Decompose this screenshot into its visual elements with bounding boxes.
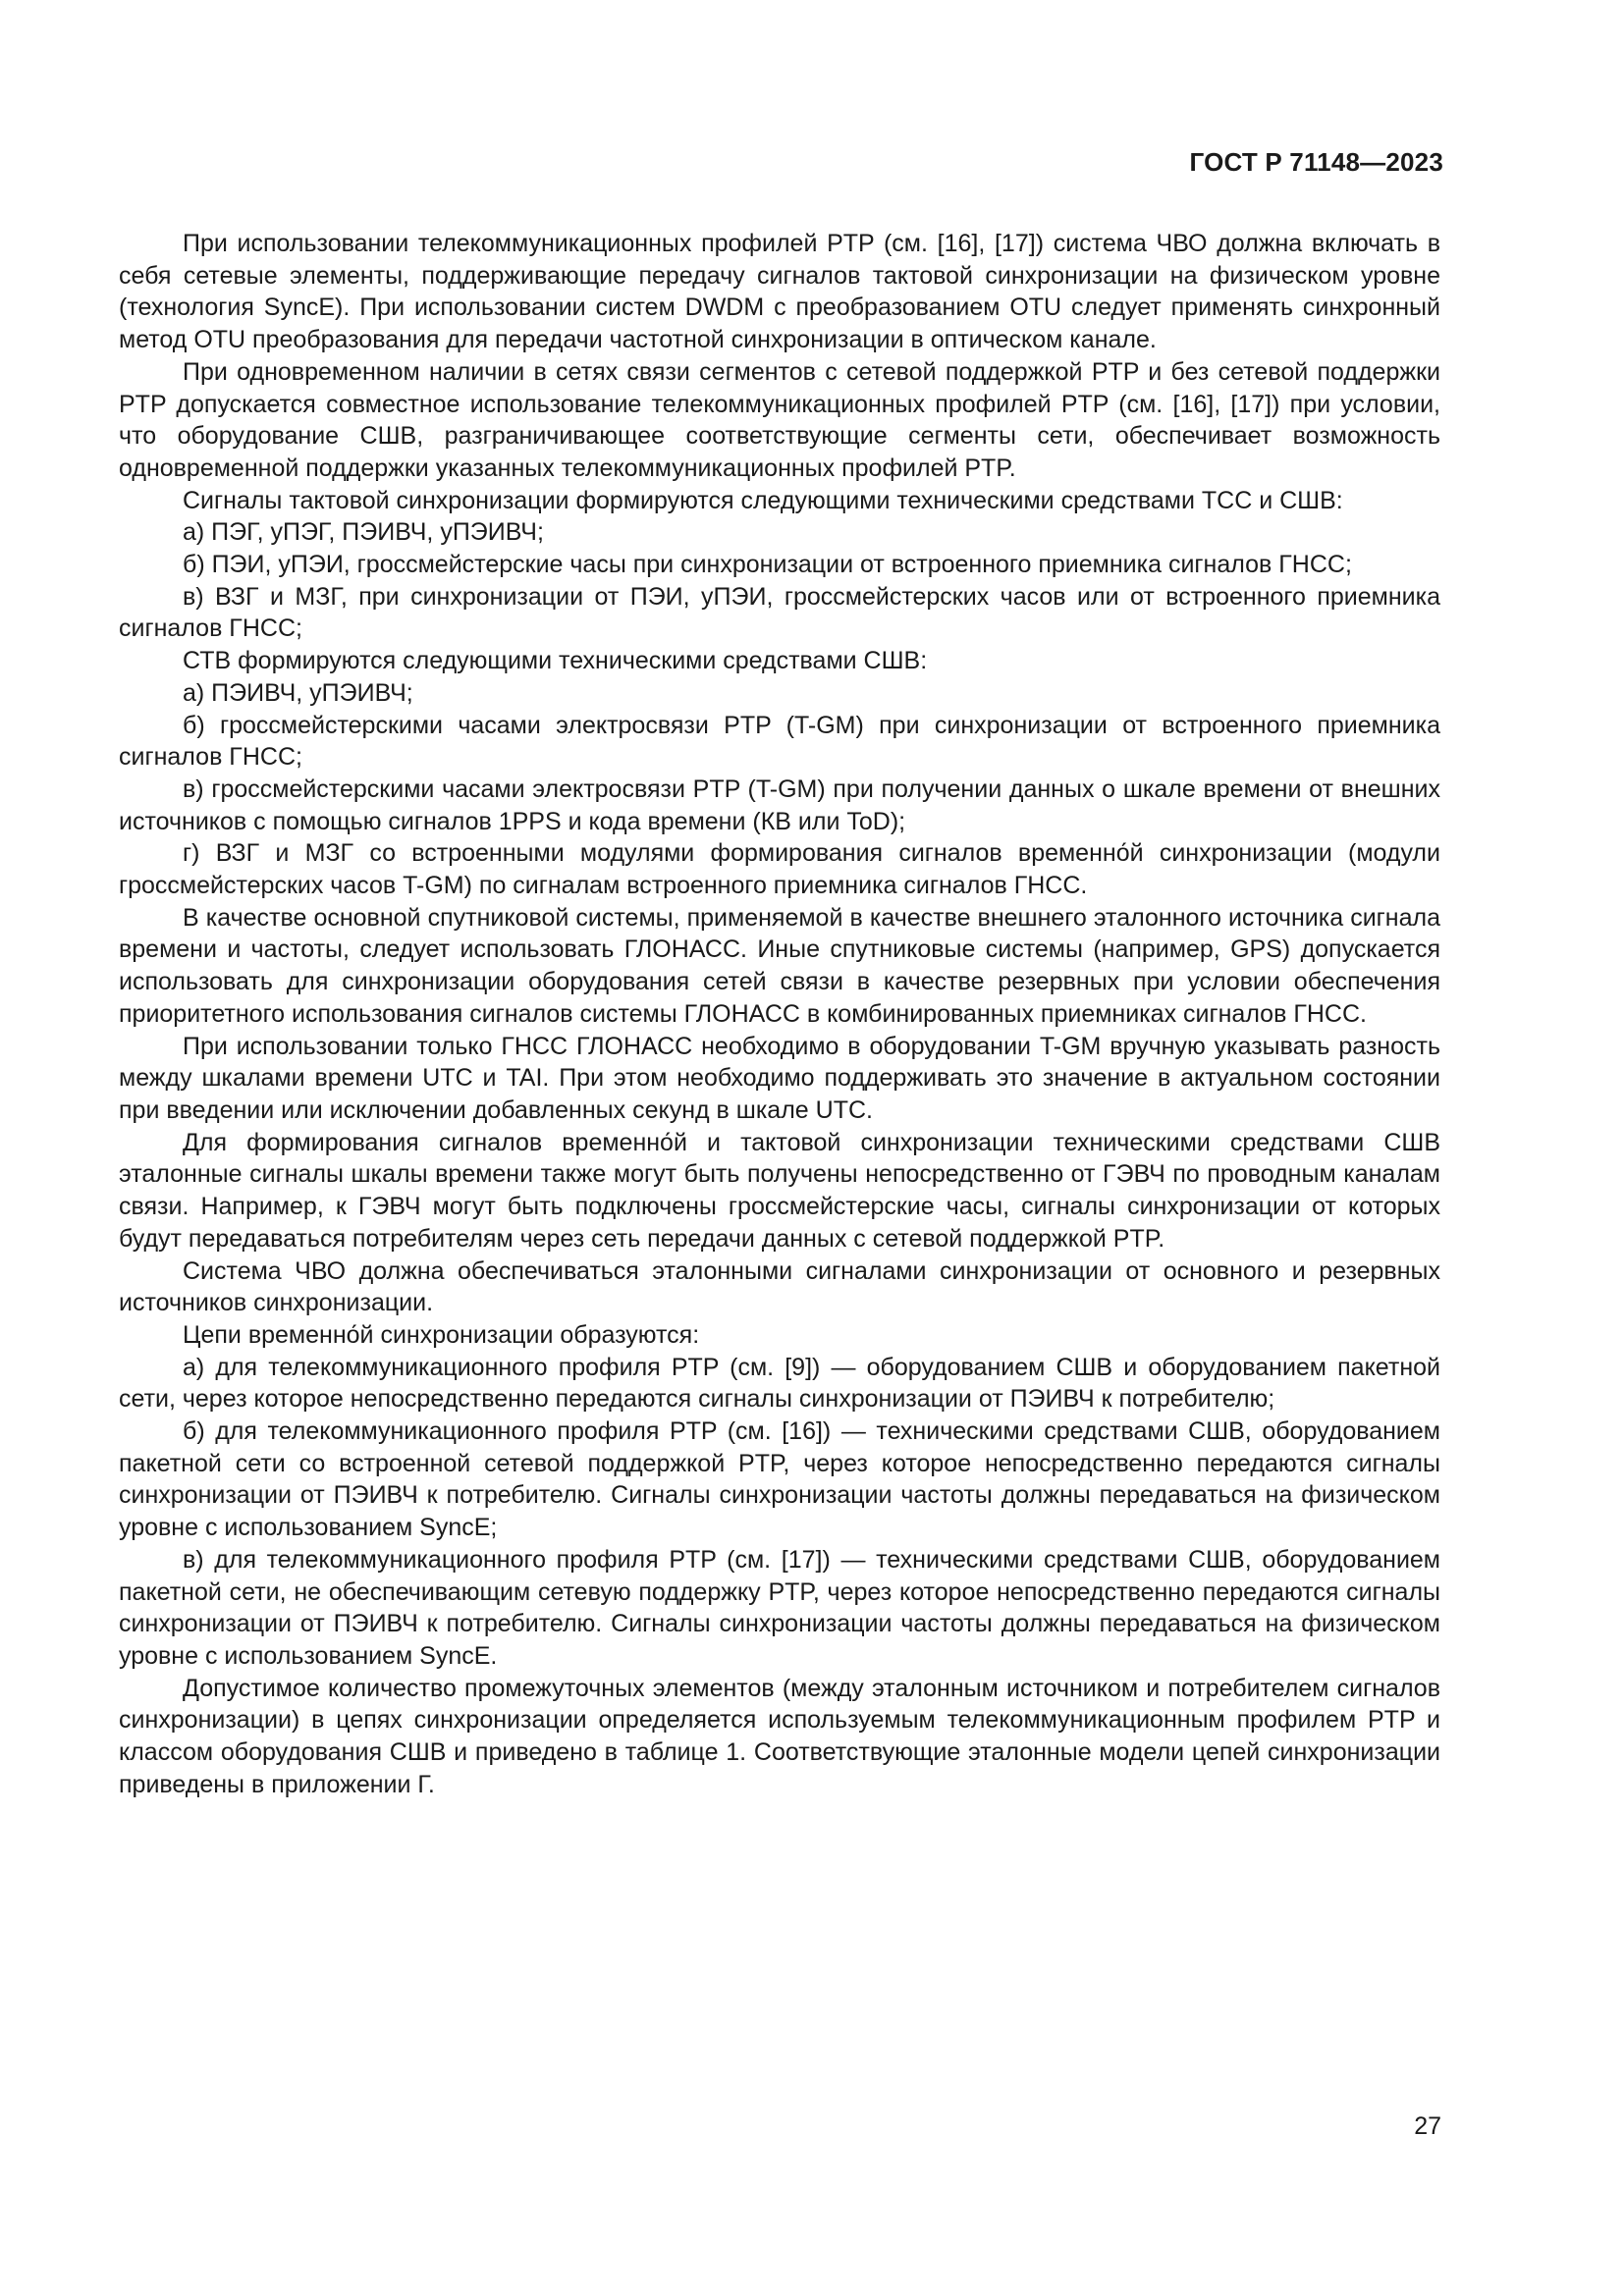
paragraph: При использовании только ГНСС ГЛОНАСС необходимо в оборудовании T-GM вручную указывать разность между шкалами времени UTC и TAI. При этом необходимо поддерживать это значение в актуальном состоянии при введении или исключении добавленных секунд в шкале UTC. [119,1032,1440,1124]
paragraph: Сигналы тактовой синхронизации формируются следующими техническими средствами ТСС и СШВ: [183,486,1343,514]
list-item: б) для телекоммуникационного профиля PTP (см. [16]) — техническими средствами СШВ, оборудованием пакетной сети со встроенной сетевой поддержкой PTP, через которое непосредственно передаются сигналы синхронизации от ПЭИВЧ к потребителю. Сигналы синхронизации частоты должны передаваться на физическом уровне с использованием SyncE; [119,1417,1440,1542]
page-number: 27 [1414,2112,1441,2140]
paragraph: При использовании телекоммуникационных профилей PTP (см. [16], [17]) система ЧВО должна включать в себя сетевые элементы, поддерживающие передачу сигналов тактовой синхронизации на физическом уровне (технология SyncE). При использовании систем DWDM с преобразованием OTU следует применять синхронный метод OTU преобразования для передачи частотной синхронизации в оптическом канале. [119,230,1440,354]
list-item: б) гроссмейстерскими часами электросвязи PTP (T-GM) при синхронизации от встроенного приемника сигналов ГНСС; [119,711,1440,772]
list-item: в) гроссмейстерскими часами электросвязи PTP (T-GM) при получении данных о шкале времени от внешних источников с помощью сигналов 1PPS и кода времени (КВ или ToD); [119,774,1440,835]
document-header: ГОСТ Р 71148—2023 [1189,147,1443,177]
list-item: а) ПЭГ, уПЭГ, ПЭИВЧ, уПЭИВЧ; [183,518,544,547]
paragraph: СТВ формируются следующими техническими средствами СШВ: [183,647,928,675]
list-item: а) ПЭИВЧ, уПЭИВЧ; [183,678,413,707]
list-item: г) ВЗГ и МЗГ со встроенными модулями формирования сигналов временно́й синхронизации (модули гроссмейстерских часов T-GM) по сигналам встроенного приемника сигналов ГНСС. [119,839,1440,900]
paragraph: В качестве основной спутниковой системы, применяемой в качестве внешнего эталонного источника сигнала времени и частоты, следует использовать ГЛОНАСС. Иные спутниковые системы (например, GPS) допускается использовать для синхронизации оборудования сетей связи в качестве резервных при условии обеспечения приоритетного использования сигналов системы ГЛОНАСС в комбинированных приемниках сигналов ГНСС. [119,903,1440,1028]
list-item: в) для телекоммуникационного профиля PTP (см. [17]) — техническими средствами СШВ, оборудованием пакетной сети, не обеспечивающим сетевую поддержку PTP, через которое непосредственно передаются сигналы синхронизации от ПЭИВЧ к потребителю. Сигналы синхронизации частоты должны передаваться на физическом уровне с использованием SyncE. [119,1545,1440,1670]
list-item: а) для телекоммуникационного профиля PTP (см. [9]) — оборудованием СШВ и оборудованием пакетной сети, через которое непосредственно передаются сигналы синхронизации от ПЭИВЧ к потребителю; [119,1353,1440,1414]
paragraph: Система ЧВО должна обеспечиваться эталонными сигналами синхронизации от основного и резервных источников синхронизации. [119,1256,1440,1317]
paragraph: Для формирования сигналов временно́й и тактовой синхронизации техническими средствами СШВ эталонные сигналы шкалы времени также могут быть получены непосредственно от ГЭВЧ по проводным каналам связи. Например, к ГЭВЧ могут быть подключены гроссмейстерские часы, сигналы синхронизации от которых будут передаваться потребителям через сеть передачи данных с сетевой поддержкой PTP. [119,1128,1440,1253]
paragraph: Цепи временно́й синхронизации образуются: [183,1320,700,1349]
paragraph: При одновременном наличии в сетях связи сегментов с сетевой поддержкой PTP и без сетевой поддержки PTP допускается совместное использование телекоммуникационных профилей PTP (см. [16], [17]) при условии, что оборудование СШВ, разграничивающее соответствующие сегменты сети, обеспечивает возможность одновременной поддержки указанных телекоммуникационных профилей PTP. [119,357,1440,482]
document-body [119,228,1440,1800]
paragraph: Допустимое количество промежуточных элементов (между эталонным источником и потребителем сигналов синхронизации) в цепях синхронизации определяется используемым телекоммуникационным профилем PTP и классом оборудования СШВ и приведено в таблице 1. Соответствующие эталонные модели цепей синхронизации приведены в приложении Г. [119,1674,1440,1798]
list-item: б) ПЭИ, уПЭИ, гроссмейстерские часы при синхронизации от встроенного приемника сигналов ГНСС; [183,551,1352,579]
list-item: в) ВЗГ и МЗГ, при синхронизации от ПЭИ, уПЭИ, гроссмейстерских часов или от встроенного приемника сигналов ГНСС; [119,582,1440,643]
